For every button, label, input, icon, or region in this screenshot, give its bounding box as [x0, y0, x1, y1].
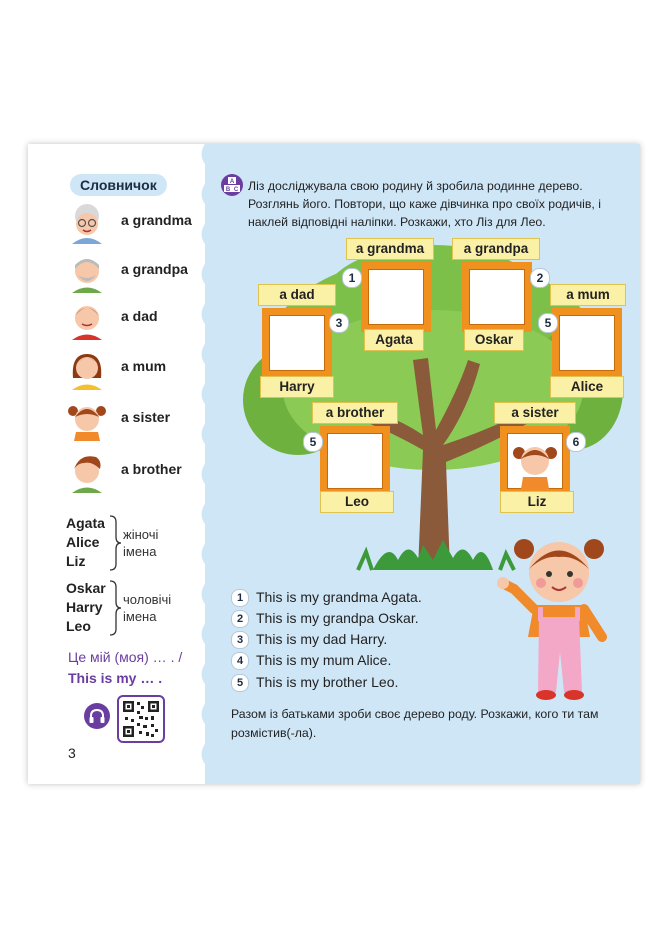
sentence-item [231, 652, 391, 672]
sentence-number: 4 [231, 652, 249, 670]
vocab-item-dad [66, 296, 206, 342]
sticker-slot-brother[interactable] [320, 426, 390, 496]
name-item: Liz [66, 553, 86, 569]
tree-name-label: Agata [364, 329, 424, 351]
phrase-english: This is my … . [68, 670, 163, 686]
name-item: Agata [66, 515, 105, 531]
sentence-number: 2 [231, 610, 249, 628]
node-number: 6 [566, 432, 586, 452]
sister-portrait-icon [507, 433, 563, 489]
tree-role-label: a dad [258, 284, 336, 306]
node-number: 5 [303, 432, 323, 452]
sentence-text: This is my brother Leo. [256, 674, 399, 690]
grandma-avatar-icon [66, 202, 108, 244]
sentence-number: 5 [231, 674, 249, 692]
textbook-page [28, 144, 640, 784]
sticker-slot-mum[interactable] [552, 308, 622, 378]
sister-avatar-icon [66, 399, 108, 441]
grandpa-avatar-icon [66, 251, 108, 293]
tree-role-label: a grandpa [452, 238, 540, 260]
male-names [66, 579, 106, 636]
closing-task-text: Разом із батьками зроби своє дерево роду. Розкажи, кого ти там розмістив(-ла). [231, 707, 599, 740]
sentence-text: This is my dad Harry. [256, 631, 388, 647]
node-number: 2 [530, 268, 550, 288]
node-number: 3 [329, 313, 349, 333]
svg-text:C: C [233, 187, 239, 193]
instruction-text: Ліз досліджувала свою родину й зробила родинне дерево. Розглянь його. Повтори, що каже дівчинка про своїх родичів, і наклей відповідні наліпки. Розкажи, хто Ліз для Лео. [248, 179, 601, 229]
svg-text:B: B [225, 187, 231, 193]
girl-illustration [494, 527, 624, 702]
page-number: 3 [68, 745, 76, 761]
dad-avatar-icon [66, 298, 108, 340]
female-names [66, 514, 105, 571]
sentence-text: This is my grandma Agata. [256, 589, 422, 605]
node-number: 5 [538, 313, 558, 333]
sentence-text: This is my mum Alice. [256, 652, 392, 668]
tree-role-label: a brother [312, 402, 398, 424]
tree-role-label: a mum [550, 284, 626, 306]
female-names-label: жіночі імена [123, 527, 159, 559]
vocab-label: a brother [121, 461, 182, 477]
vocab-label: a grandpa [121, 261, 188, 277]
tree-role-label: a sister [494, 402, 576, 424]
name-item: Alice [66, 534, 100, 550]
node-number: 1 [342, 268, 362, 288]
curly-brace-icon [108, 514, 122, 572]
svg-text:A: A [229, 179, 235, 185]
photo-frame-sister [500, 426, 570, 496]
male-names-label: чоловічі імена [123, 592, 172, 624]
tree-name-label: Alice [550, 376, 624, 398]
tree-name-label: Harry [260, 376, 334, 398]
sticker-slot-dad[interactable] [262, 308, 332, 378]
abc-blocks-icon [221, 174, 243, 196]
sentence-text: This is my grandpa Oskar. [256, 610, 419, 626]
vocab-item-grandpa [66, 249, 206, 295]
sentence-item [231, 674, 398, 694]
vocab-item-brother [66, 449, 206, 495]
sentence-item [231, 610, 419, 630]
sentence-item [231, 589, 422, 609]
vocab-label: a sister [121, 409, 171, 425]
sentence-number: 3 [231, 631, 249, 649]
sticker-slot-grandma[interactable] [361, 262, 431, 332]
sticker-slot-grandpa[interactable] [462, 262, 532, 332]
vocab-item-grandma [66, 200, 206, 246]
curly-brace-icon [108, 579, 122, 637]
mum-avatar-icon [66, 348, 108, 390]
vocab-label: a mum [121, 358, 167, 374]
tree-role-label: a grandma [346, 238, 434, 260]
vocab-label: a dad [121, 308, 158, 324]
brother-avatar-icon [66, 451, 108, 493]
vocab-item-mum [66, 346, 206, 392]
name-item: Leo [66, 618, 91, 634]
vocab-label: a grandma [121, 212, 192, 228]
tree-name-label: Leo [320, 491, 394, 513]
qr-code-icon[interactable] [117, 695, 165, 743]
vocab-item-sister [66, 397, 206, 443]
sentence-item [231, 631, 387, 651]
tree-name-label: Liz [500, 491, 574, 513]
sentence-number: 1 [231, 589, 249, 607]
vocabulary-title: Словничок [70, 174, 167, 196]
headphones-icon[interactable] [84, 703, 110, 729]
name-item: Oskar [66, 580, 106, 596]
tree-name-label: Oskar [464, 329, 524, 351]
phrase-ukrainian: Це мій (моя) … . / [68, 649, 183, 665]
name-item: Harry [66, 599, 103, 615]
